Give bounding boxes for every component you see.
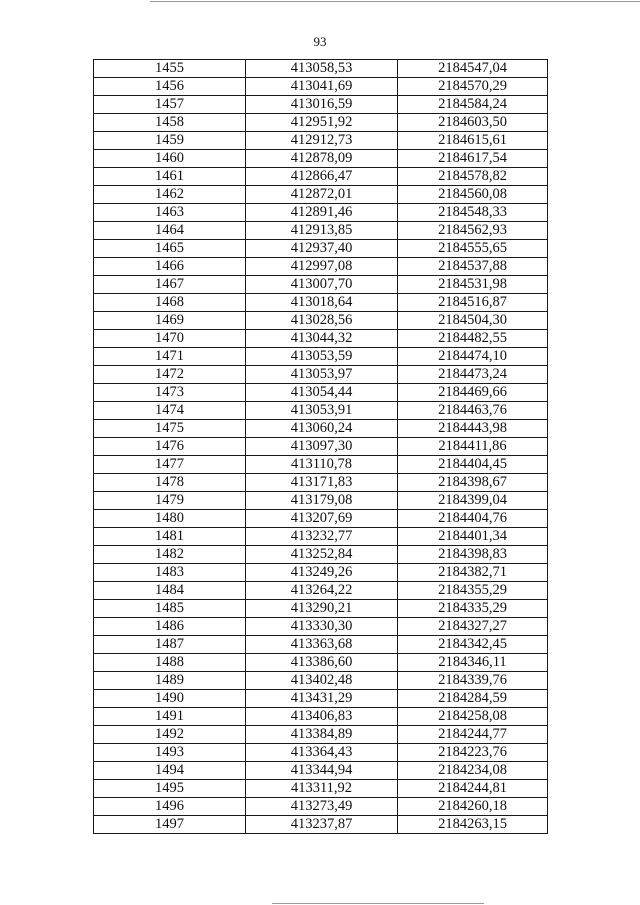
point-number-cell: 1483 xyxy=(94,564,246,582)
x-coordinate-cell: 413249,26 xyxy=(246,564,398,582)
point-number-cell: 1491 xyxy=(94,708,246,726)
y-coordinate-cell: 2184555,65 xyxy=(398,240,548,258)
y-coordinate-cell: 2184355,29 xyxy=(398,582,548,600)
table-row xyxy=(94,672,548,690)
table-row xyxy=(94,564,548,582)
point-number-cell: 1479 xyxy=(94,492,246,510)
y-coordinate-cell: 2184339,76 xyxy=(398,672,548,690)
y-coordinate-cell: 2184260,18 xyxy=(398,798,548,816)
x-coordinate-cell: 413273,49 xyxy=(246,798,398,816)
table-row xyxy=(94,222,548,240)
x-coordinate-cell: 413431,29 xyxy=(246,690,398,708)
x-coordinate-cell: 413060,24 xyxy=(246,420,398,438)
table-row xyxy=(94,762,548,780)
table-row xyxy=(94,636,548,654)
y-coordinate-cell: 2184562,93 xyxy=(398,222,548,240)
point-number-cell: 1495 xyxy=(94,780,246,798)
point-number-cell: 1475 xyxy=(94,420,246,438)
y-coordinate-cell: 2184411,86 xyxy=(398,438,548,456)
y-coordinate-cell: 2184335,29 xyxy=(398,600,548,618)
table-row xyxy=(94,150,548,168)
y-coordinate-cell: 2184469,66 xyxy=(398,384,548,402)
point-number-cell: 1462 xyxy=(94,186,246,204)
table-row xyxy=(94,276,548,294)
x-coordinate-cell: 412912,73 xyxy=(246,132,398,150)
y-coordinate-cell: 2184617,54 xyxy=(398,150,548,168)
point-number-cell: 1470 xyxy=(94,330,246,348)
table-row xyxy=(94,582,548,600)
table-row xyxy=(94,204,548,222)
table-row xyxy=(94,744,548,762)
x-coordinate-cell: 413028,56 xyxy=(246,312,398,330)
y-coordinate-cell: 2184404,76 xyxy=(398,510,548,528)
x-coordinate-cell: 413016,59 xyxy=(246,96,398,114)
x-coordinate-cell: 412937,40 xyxy=(246,240,398,258)
y-coordinate-cell: 2184398,83 xyxy=(398,546,548,564)
point-number-cell: 1474 xyxy=(94,402,246,420)
table-row xyxy=(94,258,548,276)
y-coordinate-cell: 2184327,27 xyxy=(398,618,548,636)
point-number-cell: 1488 xyxy=(94,654,246,672)
y-coordinate-cell: 2184234,08 xyxy=(398,762,548,780)
point-number-cell: 1490 xyxy=(94,690,246,708)
y-coordinate-cell: 2184404,45 xyxy=(398,456,548,474)
table-row xyxy=(94,420,548,438)
y-coordinate-cell: 2184382,71 xyxy=(398,564,548,582)
point-number-cell: 1482 xyxy=(94,546,246,564)
table-row xyxy=(94,492,548,510)
y-coordinate-cell: 2184603,50 xyxy=(398,114,548,132)
x-coordinate-cell: 412951,92 xyxy=(246,114,398,132)
point-number-cell: 1484 xyxy=(94,582,246,600)
point-number-cell: 1469 xyxy=(94,312,246,330)
point-number-cell: 1465 xyxy=(94,240,246,258)
y-coordinate-cell: 2184473,24 xyxy=(398,366,548,384)
x-coordinate-cell: 413364,43 xyxy=(246,744,398,762)
point-number-cell: 1459 xyxy=(94,132,246,150)
x-coordinate-cell: 413344,94 xyxy=(246,762,398,780)
y-coordinate-cell: 2184504,30 xyxy=(398,312,548,330)
y-coordinate-cell: 2184537,88 xyxy=(398,258,548,276)
point-number-cell: 1464 xyxy=(94,222,246,240)
y-coordinate-cell: 2184615,61 xyxy=(398,132,548,150)
x-coordinate-cell: 412891,46 xyxy=(246,204,398,222)
point-number-cell: 1476 xyxy=(94,438,246,456)
point-number-cell: 1458 xyxy=(94,114,246,132)
y-coordinate-cell: 2184342,45 xyxy=(398,636,548,654)
x-coordinate-cell: 413110,78 xyxy=(246,456,398,474)
x-coordinate-cell: 413097,30 xyxy=(246,438,398,456)
table-row xyxy=(94,186,548,204)
point-number-cell: 1480 xyxy=(94,510,246,528)
x-coordinate-cell: 413053,91 xyxy=(246,402,398,420)
point-number-cell: 1481 xyxy=(94,528,246,546)
point-number-cell: 1455 xyxy=(94,60,246,78)
point-number-cell: 1467 xyxy=(94,276,246,294)
table-row xyxy=(94,78,548,96)
y-coordinate-cell: 2184346,11 xyxy=(398,654,548,672)
table-row xyxy=(94,348,548,366)
point-number-cell: 1478 xyxy=(94,474,246,492)
y-coordinate-cell: 2184570,29 xyxy=(398,78,548,96)
x-coordinate-cell: 413330,30 xyxy=(246,618,398,636)
x-coordinate-cell: 413252,84 xyxy=(246,546,398,564)
x-coordinate-cell: 413007,70 xyxy=(246,276,398,294)
bottom-edge-rule xyxy=(272,903,484,904)
point-number-cell: 1471 xyxy=(94,348,246,366)
point-number-cell: 1473 xyxy=(94,384,246,402)
page-number: 93 xyxy=(313,34,327,49)
table-row xyxy=(94,690,548,708)
table-row xyxy=(94,312,548,330)
table-row xyxy=(94,510,548,528)
point-number-cell: 1485 xyxy=(94,600,246,618)
point-number-cell: 1486 xyxy=(94,618,246,636)
table-row xyxy=(94,816,548,834)
x-coordinate-cell: 412878,09 xyxy=(246,150,398,168)
x-coordinate-cell: 412866,47 xyxy=(246,168,398,186)
x-coordinate-cell: 413053,97 xyxy=(246,366,398,384)
y-coordinate-cell: 2184531,98 xyxy=(398,276,548,294)
table-row xyxy=(94,330,548,348)
table-row xyxy=(94,600,548,618)
point-number-cell: 1487 xyxy=(94,636,246,654)
point-number-cell: 1461 xyxy=(94,168,246,186)
table-row xyxy=(94,780,548,798)
x-coordinate-cell: 413207,69 xyxy=(246,510,398,528)
table-row xyxy=(94,474,548,492)
x-coordinate-cell: 412997,08 xyxy=(246,258,398,276)
point-number-cell: 1468 xyxy=(94,294,246,312)
x-coordinate-cell: 413402,48 xyxy=(246,672,398,690)
point-number-cell: 1457 xyxy=(94,96,246,114)
top-edge-rule xyxy=(150,1,640,2)
point-number-cell: 1472 xyxy=(94,366,246,384)
x-coordinate-cell: 413237,87 xyxy=(246,816,398,834)
x-coordinate-cell: 413171,83 xyxy=(246,474,398,492)
table-row xyxy=(94,60,548,78)
point-number-cell: 1492 xyxy=(94,726,246,744)
y-coordinate-cell: 2184401,34 xyxy=(398,528,548,546)
x-coordinate-cell: 413232,77 xyxy=(246,528,398,546)
table-row xyxy=(94,456,548,474)
table-row xyxy=(94,366,548,384)
y-coordinate-cell: 2184548,33 xyxy=(398,204,548,222)
y-coordinate-cell: 2184516,87 xyxy=(398,294,548,312)
y-coordinate-cell: 2184398,67 xyxy=(398,474,548,492)
table-row xyxy=(94,654,548,672)
table-row xyxy=(94,618,548,636)
x-coordinate-cell: 413018,64 xyxy=(246,294,398,312)
table-row xyxy=(94,546,548,564)
y-coordinate-cell: 2184578,82 xyxy=(398,168,548,186)
x-coordinate-cell: 413058,53 xyxy=(246,60,398,78)
coordinates-table-body xyxy=(94,60,548,834)
y-coordinate-cell: 2184223,76 xyxy=(398,744,548,762)
y-coordinate-cell: 2184474,10 xyxy=(398,348,548,366)
table-row xyxy=(94,294,548,312)
table-row xyxy=(94,240,548,258)
point-number-cell: 1496 xyxy=(94,798,246,816)
x-coordinate-cell: 413386,60 xyxy=(246,654,398,672)
table-row xyxy=(94,96,548,114)
x-coordinate-cell: 413384,89 xyxy=(246,726,398,744)
x-coordinate-cell: 413264,22 xyxy=(246,582,398,600)
y-coordinate-cell: 2184584,24 xyxy=(398,96,548,114)
y-coordinate-cell: 2184547,04 xyxy=(398,60,548,78)
table-row xyxy=(94,132,548,150)
y-coordinate-cell: 2184284,59 xyxy=(398,690,548,708)
y-coordinate-cell: 2184482,55 xyxy=(398,330,548,348)
point-number-cell: 1493 xyxy=(94,744,246,762)
point-number-cell: 1460 xyxy=(94,150,246,168)
point-number-cell: 1463 xyxy=(94,204,246,222)
table-row xyxy=(94,402,548,420)
x-coordinate-cell: 413363,68 xyxy=(246,636,398,654)
x-coordinate-cell: 413053,59 xyxy=(246,348,398,366)
table-row xyxy=(94,528,548,546)
point-number-cell: 1489 xyxy=(94,672,246,690)
table-row xyxy=(94,708,548,726)
x-coordinate-cell: 413041,69 xyxy=(246,78,398,96)
point-number-cell: 1494 xyxy=(94,762,246,780)
x-coordinate-cell: 413179,08 xyxy=(246,492,398,510)
y-coordinate-cell: 2184399,04 xyxy=(398,492,548,510)
x-coordinate-cell: 413311,92 xyxy=(246,780,398,798)
y-coordinate-cell: 2184560,08 xyxy=(398,186,548,204)
table-row xyxy=(94,168,548,186)
table-row xyxy=(94,438,548,456)
coordinates-table xyxy=(93,59,548,834)
table-row xyxy=(94,726,548,744)
y-coordinate-cell: 2184263,15 xyxy=(398,816,548,834)
y-coordinate-cell: 2184258,08 xyxy=(398,708,548,726)
table-row xyxy=(94,384,548,402)
x-coordinate-cell: 413406,83 xyxy=(246,708,398,726)
point-number-cell: 1497 xyxy=(94,816,246,834)
table-row xyxy=(94,114,548,132)
x-coordinate-cell: 412913,85 xyxy=(246,222,398,240)
point-number-cell: 1456 xyxy=(94,78,246,96)
x-coordinate-cell: 412872,01 xyxy=(246,186,398,204)
y-coordinate-cell: 2184443,98 xyxy=(398,420,548,438)
x-coordinate-cell: 413054,44 xyxy=(246,384,398,402)
y-coordinate-cell: 2184244,77 xyxy=(398,726,548,744)
x-coordinate-cell: 413044,32 xyxy=(246,330,398,348)
x-coordinate-cell: 413290,21 xyxy=(246,600,398,618)
table-row xyxy=(94,798,548,816)
y-coordinate-cell: 2184244,81 xyxy=(398,780,548,798)
point-number-cell: 1477 xyxy=(94,456,246,474)
point-number-cell: 1466 xyxy=(94,258,246,276)
y-coordinate-cell: 2184463,76 xyxy=(398,402,548,420)
